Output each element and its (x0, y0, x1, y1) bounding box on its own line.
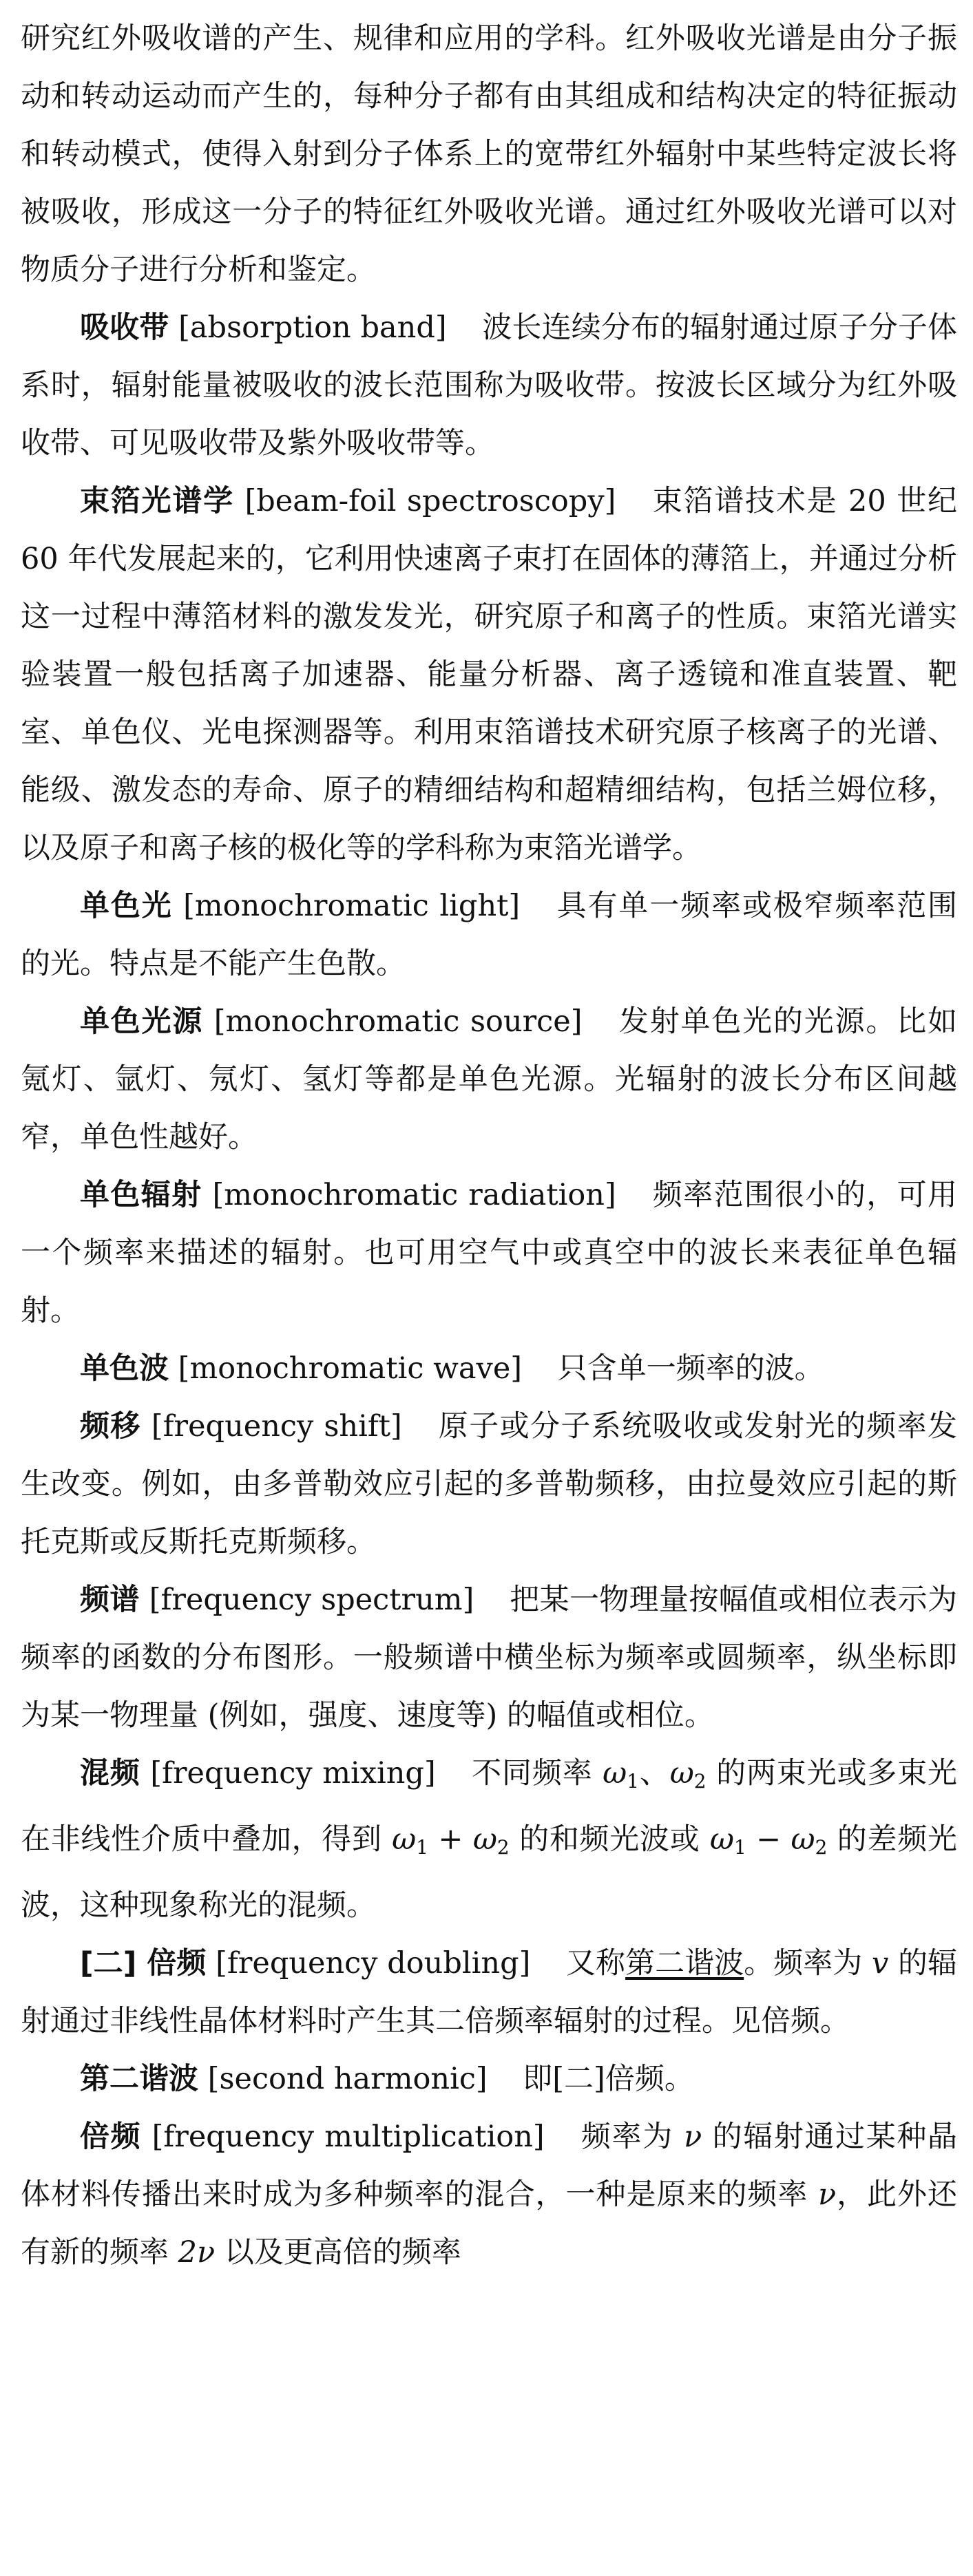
entry-definition: 原子或分子系统吸收或发射光的频率发生改变。例如，由多普勒效应引起的多普勒频移，由拉曼效应引起的斯托克斯或反斯托克斯频移。 (21, 1409, 958, 1559)
entry-term: 混频 (80, 1756, 140, 1791)
math-symbol-2nu: 2ν (178, 2235, 216, 2270)
entry-english: [frequency multiplication] (151, 2119, 545, 2154)
definition-text: 频率为 (580, 2119, 684, 2154)
math-subscript: 1 (733, 1835, 746, 1859)
entry-monochromatic-radiation (21, 1166, 957, 1340)
definition-text: 。频率为 (744, 1945, 872, 1981)
entry-english: [monochromatic radiation] (212, 1178, 616, 1212)
entry-monochromatic-source (21, 993, 957, 1166)
entry-monochromatic-wave (21, 1340, 957, 1397)
math-subscript: 2 (496, 1835, 510, 1859)
entry-term: 单色光 (80, 889, 173, 923)
entry-english: [frequency spectrum] (149, 1583, 474, 1617)
math-operator: + (428, 1822, 473, 1857)
definition-text: 以及更高倍的频率 (215, 2235, 461, 2270)
definition-text: ，此外还有新的频率 (21, 2177, 958, 2270)
math-omega: ω (472, 1822, 497, 1857)
definition-text: 又称 (565, 1945, 626, 1981)
math-operator: − (746, 1822, 791, 1857)
math-omega: ω (709, 1822, 734, 1857)
entry-definition: 即[二]倍频。 (523, 2061, 694, 2096)
entry-term: 频移 (80, 1409, 141, 1444)
entry-english: [monochromatic light] (183, 889, 521, 923)
entry-term: [二] 倍频 (80, 1945, 207, 1981)
math-omega: ω (392, 1822, 417, 1857)
entry-absorption-band (21, 299, 957, 472)
definition-text: 的辐射通过某种晶体材料传播出来时成为多种频率的混合，一种是原来的频率 (21, 2119, 958, 2212)
definition-text: 、 (638, 1756, 670, 1791)
entry-term: 倍频 (80, 2119, 142, 2154)
entry-definition: 波长连续分布的辐射通过原子分子体系时，辐射能量被吸收的波长范围称为吸收带。按波长区域分为红外吸收带、可见吸收带及紫外吸收带等。 (21, 310, 958, 461)
entry-frequency-multiplication (21, 2108, 957, 2281)
definition-text: 的和频光波或 (509, 1822, 710, 1857)
entry-english: [monochromatic wave] (178, 1351, 523, 1386)
entry-frequency-shift (21, 1397, 957, 1571)
entry-english: [monochromatic source] (213, 1004, 583, 1039)
definition-text: 的差频光波，这种现象称光的混频。 (21, 1822, 957, 1923)
entry-definition: 频率范围很小的，可用一个频率来描述的辐射。也可用空气中或真空中的波长来表征单色辐射。 (21, 1178, 957, 1328)
definition-text: 的辐射通过非线性晶体材料时产生其二倍频率辐射的过程。见倍频。 (21, 1945, 958, 2038)
math-subscript: 1 (627, 1769, 639, 1793)
definition-text: 不同频率 (471, 1756, 603, 1791)
math-omega: ω (669, 1756, 694, 1791)
entry-definition: 发射单色光的光源。比如氪灯、氩灯、氖灯、氢灯等都是单色光源。光辐射的波长分布区间越窄，单色性越好。 (21, 1004, 958, 1154)
entry-second-harmonic (21, 2050, 957, 2108)
cross-reference-link[interactable]: 第二谐波 (625, 1945, 744, 1981)
entry-term: 束箔光谱学 (80, 484, 234, 518)
entry-english: [frequency mixing] (150, 1756, 436, 1791)
math-omega: ω (603, 1756, 627, 1791)
entry-definition: 把某一物理量按幅值或相位表示为频率的函数的分布图形。一般频谱中横坐标为频率或圆频率，纵坐标即为某一物理量 (例如，强度、速度等) 的幅值或相位。 (21, 1583, 958, 1733)
math-subscript: 2 (815, 1835, 828, 1859)
entry-definition: 具有单一频率或极窄频率范围的光。特点是不能产生色散。 (21, 889, 958, 981)
entry-definition: 束箔谱技术是 20 世纪 60 年代发展起来的，它利用快速离子束打在固体的薄箔上，并通过分析这一过程中薄箔材料的激发发光，研究原子和离子的性质。束箔光谱实验装置一般包括离子加速器、能量分析器、离子透镜和准直装置、靶室、单色仪、光电探测器等。利用束箔谱技术研究原子核离子的光谱、能级、激发态的寿命、原子的精细结构和超精细结构，包括兰姆位移，以及原子和离子核的极化等的学科称为束箔光谱学。 (21, 484, 958, 865)
math-symbol-v: v (872, 1945, 889, 1981)
entry-term: 单色波 (80, 1351, 169, 1386)
math-symbol-nu: ν (817, 2177, 837, 2212)
entry-english: [beam-foil spectroscopy] (244, 484, 616, 518)
entry-term: 单色光源 (80, 1004, 204, 1039)
entry-beam-foil-spectroscopy (21, 472, 957, 877)
definition-text: 的两束光或多束光在非线性介质中叠加，得到 (21, 1756, 958, 1857)
entry-frequency-mixing (21, 1744, 957, 1934)
document-page (21, 10, 957, 2281)
entry-term: 第二谐波 (80, 2061, 198, 2096)
math-omega: ω (791, 1822, 815, 1857)
entry-term: 频谱 (80, 1583, 140, 1617)
intro-paragraph: 研究红外吸收谱的产生、规律和应用的学科。红外吸收光谱是由分子振动和转动运动而产生的，每种分子都有由其组成和结构决定的特征振动和转动模式，使得入射到分子体系上的宽带红外辐射中某些特定波长将被吸收，形成这一分子的特征红外吸收光谱。通过红外吸收光谱可以对物质分子进行分析和鉴定。 (21, 21, 957, 287)
math-subscript: 2 (693, 1769, 707, 1793)
entry-english: [absorption band] (178, 310, 447, 345)
entry-frequency-spectrum (21, 1571, 957, 1744)
math-symbol-nu: ν (684, 2119, 702, 2154)
entry-english: [frequency doubling] (216, 1945, 531, 1981)
entry-monochromatic-light (21, 877, 957, 993)
entry-term: 吸收带 (80, 310, 169, 345)
entry-term: 单色辐射 (80, 1178, 202, 1212)
math-subscript: 1 (416, 1835, 428, 1859)
entry-frequency-doubling (21, 1934, 957, 2050)
entry-english: [second harmonic] (207, 2061, 488, 2096)
entry-english: [frequency shift] (151, 1409, 402, 1444)
entry-definition: 只含单一频率的波。 (557, 1351, 824, 1386)
